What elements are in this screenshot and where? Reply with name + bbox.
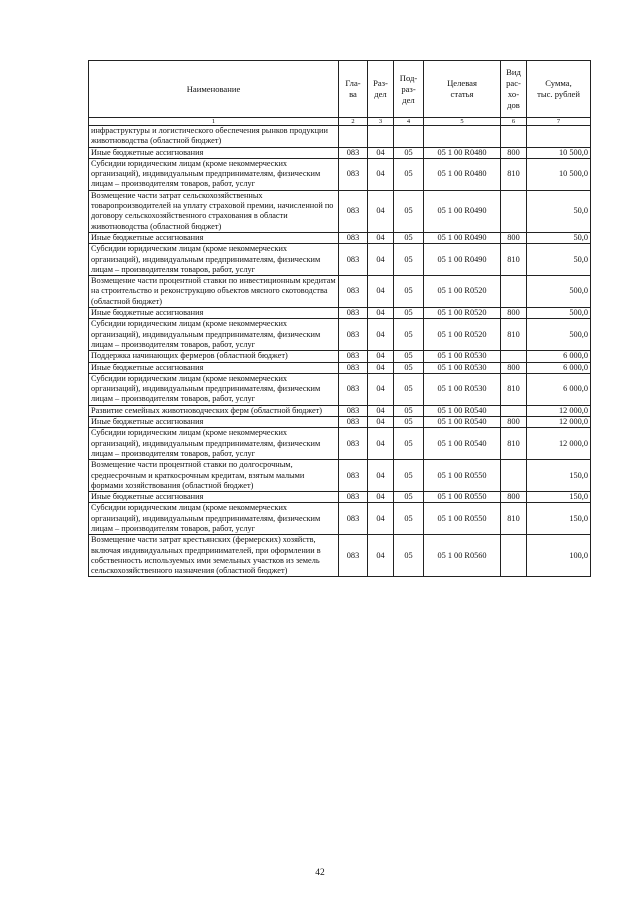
row-sum: 6 000,0 [527, 362, 591, 373]
row-razdel: 04 [368, 503, 394, 535]
row-sum: 12 000,0 [527, 428, 591, 460]
row-glava: 083 [339, 428, 368, 460]
row-glava: 083 [339, 535, 368, 577]
row-vid: 810 [501, 319, 527, 351]
row-sum [527, 126, 591, 148]
row-name: Иные бюджетные ассигнования [89, 362, 339, 373]
table-row [89, 373, 591, 405]
row-name: Поддержка начинающих фермеров (областной бюджет) [89, 351, 339, 362]
header-razdel-text: Раз- дел [373, 78, 388, 99]
row-glava: 083 [339, 319, 368, 351]
table-row [89, 190, 591, 232]
row-target: 05 1 00 R0560 [424, 535, 501, 577]
row-name: Субсидии юридическим лицам (кроме некоммерческих организаций), индивидуальным предпринимателям, физическим лицам – производителям товаров, работ, услуг [89, 319, 339, 351]
row-podrazdel: 05 [394, 147, 424, 158]
row-target: 05 1 00 R0540 [424, 417, 501, 428]
row-razdel: 04 [368, 460, 394, 492]
table-row [89, 126, 591, 148]
table-row [89, 308, 591, 319]
row-name: Возмещение части затрат крестьянских (фермерских) хозяйств, включая индивидуальных предпринимателей, при оформлении в собственность используемых ими земельных участков из земель сельскохозяйственного назначения (областной бюджет) [89, 535, 339, 577]
header-sum-text: Сумма, тыс. рублей [537, 78, 580, 99]
row-vid: 800 [501, 232, 527, 243]
row-razdel: 04 [368, 492, 394, 503]
row-name: Иные бюджетные ассигнования [89, 417, 339, 428]
row-podrazdel: 05 [394, 351, 424, 362]
row-glava: 083 [339, 362, 368, 373]
row-razdel: 04 [368, 244, 394, 276]
row-target: 05 1 00 R0550 [424, 492, 501, 503]
row-podrazdel: 05 [394, 535, 424, 577]
table-row [89, 147, 591, 158]
table-row [89, 535, 591, 577]
row-target: 05 1 00 R0540 [424, 405, 501, 416]
row-glava: 083 [339, 190, 368, 232]
header-podrazdel [394, 61, 424, 118]
column-number: 1 [89, 118, 339, 126]
row-target: 05 1 00 R0480 [424, 158, 501, 190]
header-vid [501, 61, 527, 118]
row-target: 05 1 00 R0490 [424, 232, 501, 243]
row-glava: 083 [339, 460, 368, 492]
row-vid [501, 351, 527, 362]
row-podrazdel: 05 [394, 503, 424, 535]
row-name: Субсидии юридическим лицам (кроме некоммерческих организаций), индивидуальным предпринимателям, физическим лицам – производителям товаров, работ, услуг [89, 503, 339, 535]
row-target [424, 126, 501, 148]
row-sum: 6 000,0 [527, 351, 591, 362]
row-sum: 10 500,0 [527, 147, 591, 158]
row-vid [501, 460, 527, 492]
row-name: инфраструктуры и логистического обеспечения рынков продукции животноводства (областной бюджет) [89, 126, 339, 148]
row-vid: 810 [501, 503, 527, 535]
row-podrazdel: 05 [394, 308, 424, 319]
row-glava: 083 [339, 417, 368, 428]
row-podrazdel: 05 [394, 460, 424, 492]
row-target: 05 1 00 R0520 [424, 276, 501, 308]
column-number-row [89, 118, 591, 126]
row-podrazdel: 05 [394, 373, 424, 405]
table-row [89, 362, 591, 373]
row-target: 05 1 00 R0530 [424, 373, 501, 405]
column-number: 5 [424, 118, 501, 126]
table-row [89, 460, 591, 492]
row-podrazdel: 05 [394, 405, 424, 416]
row-vid: 810 [501, 373, 527, 405]
row-razdel: 04 [368, 535, 394, 577]
row-podrazdel: 05 [394, 158, 424, 190]
row-podrazdel: 05 [394, 244, 424, 276]
header-glava [339, 61, 368, 118]
row-vid: 810 [501, 428, 527, 460]
row-glava: 083 [339, 276, 368, 308]
header-name [89, 61, 339, 118]
row-sum: 500,0 [527, 308, 591, 319]
row-sum: 6 000,0 [527, 373, 591, 405]
row-name: Субсидии юридическим лицам (кроме некоммерческих организаций), индивидуальным предпринимателям, физическим лицам – производителям товаров, работ, услуг [89, 244, 339, 276]
table-row [89, 319, 591, 351]
row-glava: 083 [339, 405, 368, 416]
row-target: 05 1 00 R0490 [424, 190, 501, 232]
row-vid [501, 276, 527, 308]
header-target-text: Целевая статья [447, 78, 477, 99]
row-glava: 083 [339, 232, 368, 243]
column-number: 4 [394, 118, 424, 126]
row-razdel: 04 [368, 362, 394, 373]
row-podrazdel: 05 [394, 232, 424, 243]
table-row [89, 244, 591, 276]
row-target: 05 1 00 R0490 [424, 244, 501, 276]
row-razdel: 04 [368, 319, 394, 351]
row-podrazdel: 05 [394, 428, 424, 460]
row-sum: 150,0 [527, 492, 591, 503]
row-razdel: 04 [368, 405, 394, 416]
table-row [89, 351, 591, 362]
row-sum: 150,0 [527, 503, 591, 535]
row-glava: 083 [339, 244, 368, 276]
column-number: 3 [368, 118, 394, 126]
column-number: 7 [527, 118, 591, 126]
row-sum: 12 000,0 [527, 405, 591, 416]
table-row [89, 276, 591, 308]
row-glava [339, 126, 368, 148]
row-razdel: 04 [368, 158, 394, 190]
row-razdel: 04 [368, 428, 394, 460]
row-razdel: 04 [368, 373, 394, 405]
row-glava: 083 [339, 503, 368, 535]
row-sum: 50,0 [527, 190, 591, 232]
row-razdel [368, 126, 394, 148]
row-razdel: 04 [368, 147, 394, 158]
row-name: Возмещение части процентной ставки по долгосрочным, среднесрочным и краткосрочным кредитам, взятым малыми формами хозяйствования (областной бюджет) [89, 460, 339, 492]
budget-table [88, 60, 591, 577]
row-target: 05 1 00 R0540 [424, 428, 501, 460]
row-sum: 50,0 [527, 244, 591, 276]
header-target [424, 61, 501, 118]
table-row [89, 503, 591, 535]
row-name: Возмещение части затрат сельскохозяйственных товаропроизводителей на уплату страховой премии, начисленной по договору сельскохозяйственного страхования в области животноводства (областной бюджет) [89, 190, 339, 232]
row-sum: 500,0 [527, 276, 591, 308]
row-name: Иные бюджетные ассигнования [89, 308, 339, 319]
row-name: Субсидии юридическим лицам (кроме некоммерческих организаций), индивидуальным предпринимателям, физическим лицам – производителям товаров, работ, услуг [89, 428, 339, 460]
row-podrazdel: 05 [394, 417, 424, 428]
row-razdel: 04 [368, 308, 394, 319]
row-name: Субсидии юридическим лицам (кроме некоммерческих организаций), индивидуальным предпринимателям, физическим лицам – производителям товаров, работ, услуг [89, 373, 339, 405]
row-podrazdel: 05 [394, 362, 424, 373]
row-target: 05 1 00 R0550 [424, 503, 501, 535]
row-name: Иные бюджетные ассигнования [89, 492, 339, 503]
header-razdel [368, 61, 394, 118]
row-vid [501, 405, 527, 416]
row-target: 05 1 00 R0520 [424, 319, 501, 351]
column-number: 2 [339, 118, 368, 126]
row-vid [501, 126, 527, 148]
header-name-text: Наименование [186, 83, 241, 94]
row-razdel: 04 [368, 351, 394, 362]
row-glava: 083 [339, 492, 368, 503]
row-target: 05 1 00 R0530 [424, 362, 501, 373]
header-sum [527, 61, 591, 118]
row-razdel: 04 [368, 417, 394, 428]
row-sum: 500,0 [527, 319, 591, 351]
table-row [89, 232, 591, 243]
row-vid: 800 [501, 308, 527, 319]
row-glava: 083 [339, 351, 368, 362]
row-name: Иные бюджетные ассигнования [89, 232, 339, 243]
row-razdel: 04 [368, 232, 394, 243]
column-number: 6 [501, 118, 527, 126]
table-row [89, 492, 591, 503]
row-glava: 083 [339, 158, 368, 190]
row-name: Развитие семейных животноводческих ферм (областной бюджет) [89, 405, 339, 416]
row-vid [501, 190, 527, 232]
row-glava: 083 [339, 308, 368, 319]
row-target: 05 1 00 R0530 [424, 351, 501, 362]
row-vid: 800 [501, 362, 527, 373]
row-sum: 150,0 [527, 460, 591, 492]
row-podrazdel [394, 126, 424, 148]
header-vid-text: Вид рас- хо- дов [506, 67, 521, 110]
row-name: Возмещение части процентной ставки по инвестиционным кредитам на строительство и реконструкцию объектов мясного скотоводства (областной бюджет) [89, 276, 339, 308]
table-row [89, 428, 591, 460]
header-glava-text: Гла- ва [345, 78, 361, 99]
row-podrazdel: 05 [394, 190, 424, 232]
row-vid: 810 [501, 244, 527, 276]
row-sum: 50,0 [527, 232, 591, 243]
row-podrazdel: 05 [394, 492, 424, 503]
table-row [89, 417, 591, 428]
row-name: Иные бюджетные ассигнования [89, 147, 339, 158]
row-podrazdel: 05 [394, 319, 424, 351]
row-vid: 800 [501, 417, 527, 428]
row-target: 05 1 00 R0520 [424, 308, 501, 319]
table-body [89, 126, 591, 577]
row-vid: 800 [501, 492, 527, 503]
row-target: 05 1 00 R0550 [424, 460, 501, 492]
row-razdel: 04 [368, 276, 394, 308]
row-glava: 083 [339, 373, 368, 405]
row-sum: 100,0 [527, 535, 591, 577]
page-number: 42 [315, 868, 325, 878]
row-podrazdel: 05 [394, 276, 424, 308]
row-sum: 12 000,0 [527, 417, 591, 428]
row-sum: 10 500,0 [527, 158, 591, 190]
header-row [89, 61, 591, 118]
header-podrazdel-text: Под- раз- дел [399, 72, 418, 105]
row-razdel: 04 [368, 190, 394, 232]
table-row [89, 405, 591, 416]
row-vid: 800 [501, 147, 527, 158]
row-vid [501, 535, 527, 577]
row-glava: 083 [339, 147, 368, 158]
table-row [89, 158, 591, 190]
row-vid: 810 [501, 158, 527, 190]
row-name: Субсидии юридическим лицам (кроме некоммерческих организаций), индивидуальным предпринимателям, физическим лицам – производителям товаров, работ, услуг [89, 158, 339, 190]
row-target: 05 1 00 R0480 [424, 147, 501, 158]
